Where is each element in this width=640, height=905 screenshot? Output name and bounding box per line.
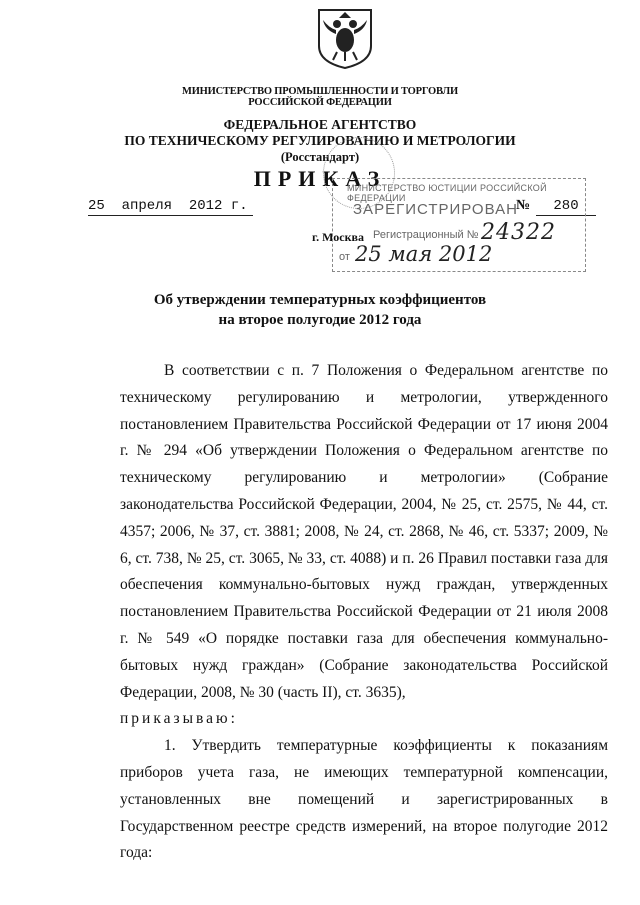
- orders-word: приказываю:: [120, 710, 238, 728]
- stamp-registered-label: ЗАРЕГИСТРИРОВАН: [353, 201, 518, 218]
- preamble-paragraph: В соответствии с п. 7 Положения о Федеральном агентстве по техническому регулированию и метрологии, утвержденного постановлением Правительства Российской Федерации от 17 июня 2004 г. № 294 «Об утверждении Положения о Федеральном агентстве по техническому регулированию и метрологии» (Собрание законодательства Российской Федерации, 2004, № 25, ст. 2575, № 44, ст. 4357; 2006, № 37, ст. 3881; 2008, № 24, ст. 2868, № 46, ст. 5337; 2009, № 6, ст. 738, № 25, ст. 3065, № 33, ст. 4088) и п. 26 Правил поставки газа для обеспечения коммунально-бытовых нужд граждан, утвержденных постановлением Правительства Российской Федерации от 21 июля 2008 г. № 549 «О порядке поставки газа для обеспечения коммунально-бытовых нужд граждан» (Собрание законодательства Российской Федерации, 2008, № 30 (часть II), ст. 3635),: [120, 362, 608, 701]
- clause-1-paragraph: 1. Утвердить температурные коэффициенты к показаниям приборов учета газа, не имеющих температурной компенсации, установленных вне помещений и зарегистрированных в Государственном реестре средств измерений, на второе полугодие 2012 года:: [120, 737, 608, 862]
- registration-stamp: [332, 178, 586, 272]
- ministry-name-line1: МИНИСТЕРСТВО ПРОМЫШЛЕННОСТИ И ТОРГОВЛИ: [181, 86, 459, 97]
- stamp-reg-number: 24322: [481, 220, 556, 245]
- stamp-reg-date: 25 мая 2012: [355, 242, 493, 266]
- agency-name-line1: ФЕДЕРАЛЬНОЕ АГЕНТСТВО: [223, 117, 417, 132]
- order-date: 25 апреля 2012 г.: [88, 198, 253, 216]
- agency-name-line2: ПО ТЕХНИЧЕСКОМУ РЕГУЛИРОВАНИЮ И МЕТРОЛОГИИ: [124, 133, 516, 148]
- document-body: [120, 358, 608, 867]
- document-type-heading: ПРИКАЗ: [253, 166, 387, 191]
- order-number-sign: №: [516, 198, 531, 213]
- stamp-date-label: от: [339, 251, 350, 263]
- stamp-reg-number-label: Регистрационный №: [373, 229, 479, 241]
- title-line2: на второе полугодие 2012 года: [218, 312, 422, 328]
- order-number: 280: [536, 198, 596, 216]
- stamp-authority: МИНИСТЕРСТВО ЮСТИЦИИ РОССИЙСКОЙ ФЕДЕРАЦИИ: [347, 183, 547, 203]
- title-line1: Об утверждении температурных коэффициентов: [153, 292, 487, 308]
- agency-short-name: (Росстандарт): [280, 150, 360, 164]
- russian-coat-of-arms-icon: [313, 6, 377, 70]
- document-title: [0, 290, 640, 330]
- ministry-name-line2: РОССИЙСКОЙ ФЕДЕРАЦИИ: [248, 97, 392, 108]
- order-city: г. Москва: [312, 230, 364, 244]
